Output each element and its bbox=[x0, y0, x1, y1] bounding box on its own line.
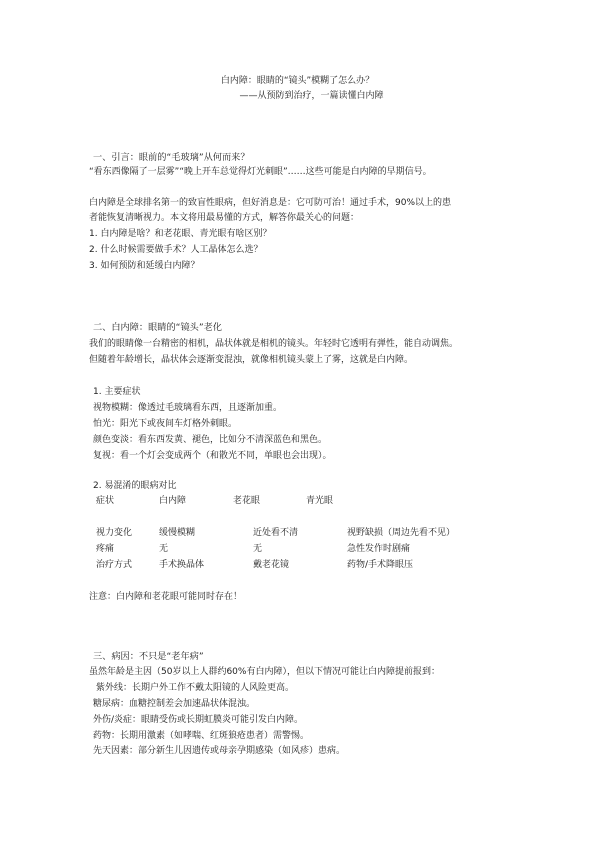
table-cell: 疼痛 bbox=[96, 544, 115, 554]
cause-item-injury: 外伤/炎症：眼睛受伤或长期虹膜炎可能引发白内障。 bbox=[93, 715, 304, 725]
cause-item-uv: 紫外线：长期户外工作不戴太阳镜的人风险更高。 bbox=[96, 683, 295, 693]
table-cell: 手术换晶体 bbox=[159, 560, 205, 570]
section-1-paragraph-line-1: 白内障是全球排名第一的致盲性眼病，但好消息是：它可防可治！通过手术，90%以上的患 bbox=[89, 198, 452, 208]
table-header-cell: 白内障 bbox=[159, 496, 187, 506]
symptoms-heading: 1. 主要症状 bbox=[93, 387, 141, 397]
question-item-3: 3. 如何预防和延缓白内障？ bbox=[89, 261, 200, 271]
section-2-paragraph-line-1: 我们的眼睛像一台精密的相机，晶状体就是相机的镜头。年轻时它透明有弹性，能自动调焦。 bbox=[89, 339, 459, 349]
table-header-cell: 老花眼 bbox=[233, 496, 261, 506]
table-cell: 无 bbox=[253, 544, 263, 554]
question-item-1: 1. 白内障是啥？和老花眼、青光眼有啥区别？ bbox=[89, 229, 272, 239]
cause-item-congenital: 先天因素：部分新生儿因遗传或母亲孕期感染（如风疹）患病。 bbox=[93, 746, 346, 756]
table-cell: 近处看不清 bbox=[253, 528, 299, 538]
table-cell: 治疗方式 bbox=[96, 560, 133, 570]
section-1-quote: “看东西像隔了一层雾”“晚上开车总觉得灯光刺眼”……这些可能是白内障的早期信号。 bbox=[89, 167, 432, 177]
section-1-heading: 一、引言：眼前的“毛玻璃”从何而来？ bbox=[93, 152, 250, 163]
symptom-item-photophobia: 怕光：阳光下或夜间车灯格外刺眼。 bbox=[93, 419, 238, 429]
comparison-note: 注意：白内障和老花眼可能同时存在！ bbox=[89, 592, 243, 602]
section-2-heading: 二、白内障：眼睛的“镜头”老化 bbox=[93, 322, 222, 333]
document-title: 白内障：眼睛的“镜头”模糊了怎么办？ bbox=[220, 76, 375, 86]
symptom-item-double-vision: 复视：看一个灯会变成两个（和散光不同，单眼也会出现）。 bbox=[93, 451, 332, 461]
table-cell: 视力变化 bbox=[96, 528, 133, 538]
cause-item-medication: 药物：长期用激素（如哮喘、红斑狼疮患者）需警惕。 bbox=[93, 731, 310, 741]
table-cell: 药物/手术降眼压 bbox=[347, 560, 414, 570]
table-cell: 戴老花镜 bbox=[253, 560, 290, 570]
table-cell: 视野缺损（周边先看不见） bbox=[347, 528, 456, 538]
table-header-cell: 症状 bbox=[96, 496, 115, 506]
table-header-cell: 青光眼 bbox=[306, 496, 334, 506]
document-subtitle: ——从预防到治疗，一篇读懂白内障 bbox=[239, 91, 384, 101]
cause-item-diabetes: 糖尿病：血糖控制差会加速晶状体混浊。 bbox=[93, 699, 256, 709]
table-cell: 急性发作时剧痛 bbox=[347, 544, 411, 554]
question-item-2: 2. 什么时候需要做手术？人工晶体怎么选？ bbox=[89, 245, 263, 255]
section-1-paragraph-line-2: 者能恢复清晰视力。本文将用最易懂的方式，解答你最关心的问题： bbox=[89, 213, 360, 223]
section-2-paragraph-line-2: 但随着年龄增长，晶状体会逐渐变混浊，就像相机镜头蒙上了雾，这就是白内障。 bbox=[89, 355, 414, 365]
section-3-intro: 虽然年龄是主因（50岁以上人群约60%有白内障），但以下情况可能让白内障提前报到： bbox=[89, 667, 440, 677]
symptom-item-blurred-vision: 视物模糊：像透过毛玻璃看东西，且逐渐加重。 bbox=[93, 403, 283, 413]
table-cell: 无 bbox=[159, 544, 169, 554]
symptom-item-color-fading: 颜色变淡：看东西发黄、褪色，比如分不清深蓝色和黑色。 bbox=[93, 435, 328, 445]
table-cell: 缓慢模糊 bbox=[159, 528, 196, 538]
section-3-heading: 三、病因：不只是“老年病” bbox=[93, 651, 204, 662]
comparison-heading: 2. 易混淆的眼病对比 bbox=[93, 481, 177, 491]
